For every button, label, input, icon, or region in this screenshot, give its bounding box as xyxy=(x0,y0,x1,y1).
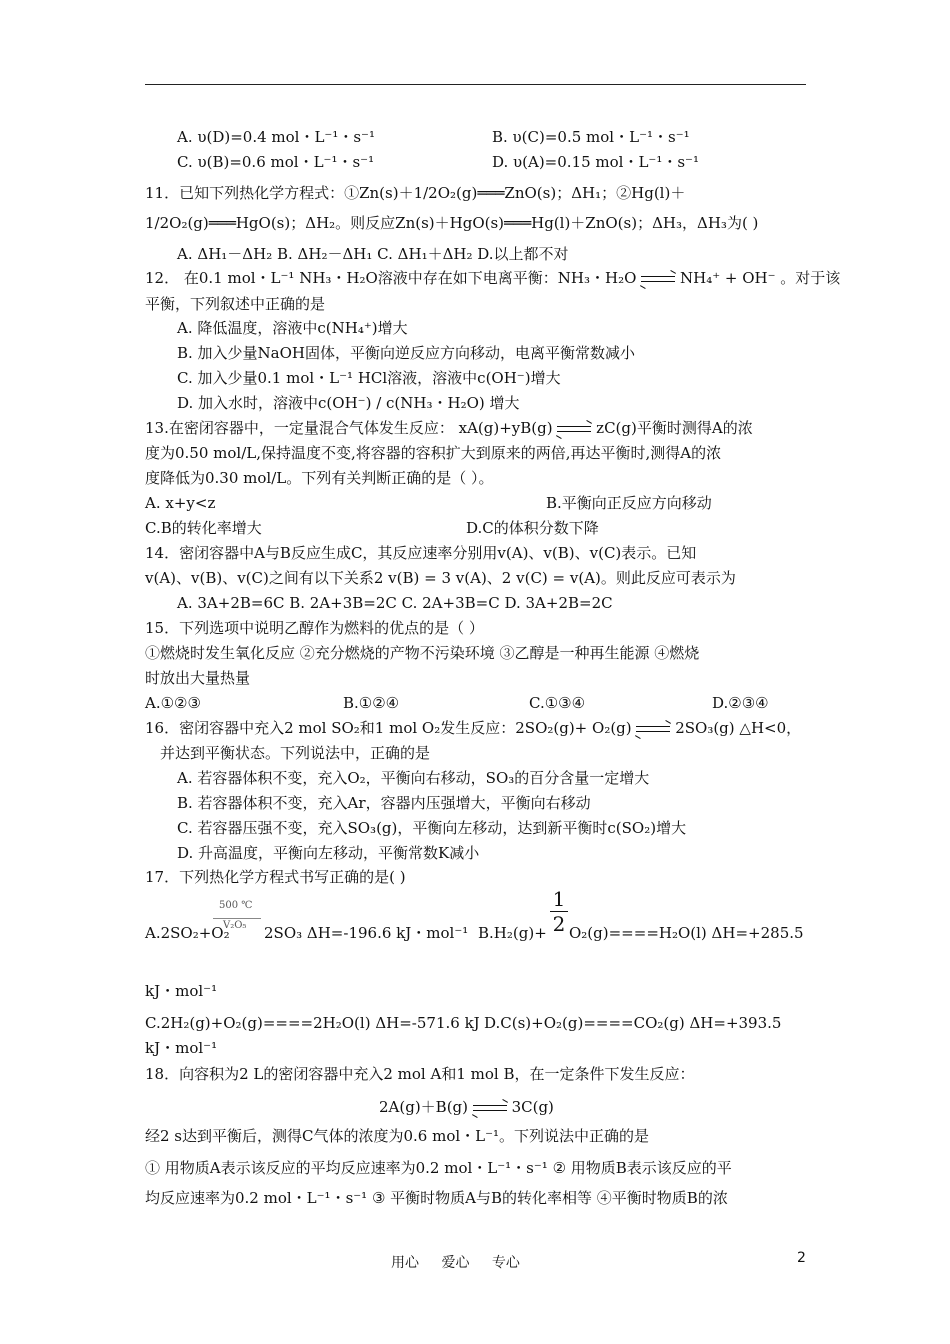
q10-option-b: B. υ(C)=0.5 mol・L⁻¹・s⁻¹ xyxy=(492,128,690,146)
q17-option-c: C.2H₂(g)+O₂(g)====2H₂O(l) ΔH=-571.6 kJ xyxy=(145,1014,480,1032)
q16-line1 xyxy=(145,718,801,738)
q12-line1 xyxy=(145,268,840,288)
q11-line1: 11．已知下列热化学方程式：①Zn(s)＋1/2O₂(g)═══ZnO(s)；ΔH₁；②Hg(l)＋ xyxy=(145,184,686,202)
q13-line3: 度降低为0.30 mol/L。下列有关判断正确的是（ ）。 xyxy=(145,469,494,487)
fraction-denominator: 2 xyxy=(552,912,566,936)
q18-equation-left: 2A(g)＋B(g) xyxy=(379,1098,469,1116)
q12-line1-left: 12． 在0.1 mol・L⁻¹ NH₃・H₂O溶液中存在如下电离平衡：NH₃・H₂O xyxy=(145,269,637,287)
q12-option-d: D. 加入水时，溶液中c(OH⁻) / c(NH₃・H₂O) 增大 xyxy=(177,394,520,412)
equilibrium-arrow-icon xyxy=(636,723,670,735)
q12-line1-right: NH₄⁺ + OH⁻ 。对于该 xyxy=(679,269,841,287)
q18-line1: 18．向容积为2 L的密闭容器中充入2 mol A和1 mol B，在一定条件下发生反应： xyxy=(145,1065,695,1083)
q13-line2: 度为0.50 mol/L,保持温度不变,将容器的容积扩大到原来的两倍,再达平衡时,测得A的浓 xyxy=(145,444,722,462)
q14-options: A. 3A+2B=6C B. 2A+3B=2C C. 2A+3B=C D. 3A+2B=2C xyxy=(177,594,613,612)
q15-line2: ①燃烧时发生氧化反应 ②充分燃烧的产物不污染环境 ③乙醇是一种再生能源 ④燃烧 xyxy=(145,644,700,662)
q12-option-a: A. 降低温度，溶液中c(NH₄⁺)增大 xyxy=(177,319,408,337)
fraction-one-half xyxy=(550,888,568,935)
fraction-numerator: 1 xyxy=(552,887,566,911)
q14-line1: 14．密闭容器中A与B反应生成C，其反应速率分别用v(A)、v(B)、v(C)表示。已知 xyxy=(145,544,697,562)
q13-option-d: D.C的体积分数下降 xyxy=(466,519,599,537)
q16-line1-left: 16．密闭容器中充入2 mol SO₂和1 mol O₂发生反应：2SO₂(g)+ O₂(g) xyxy=(145,719,632,737)
equilibrium-arrow-icon xyxy=(641,273,675,285)
q12-option-b: B. 加入少量NaOH固体，平衡向逆反应方向移动，电离平衡常数减小 xyxy=(177,344,636,362)
q10-option-a: A. υ(D)=0.4 mol・L⁻¹・s⁻¹ xyxy=(177,128,375,146)
q15-option-a: A.①②③ xyxy=(145,694,201,712)
condition-catalyst: V₂O₅ xyxy=(223,920,247,931)
q17-option-d-unit: kJ・mol⁻¹ xyxy=(145,1039,218,1057)
reaction-arrow xyxy=(213,918,261,919)
equilibrium-arrow-icon xyxy=(473,1102,507,1114)
q16-line1-right: 2SO₃(g) △H<0， xyxy=(675,719,802,737)
q17-option-a-right: 2SO₃ ΔH=-196.6 kJ・mol⁻¹ xyxy=(264,924,469,942)
q15-option-d: D.②③④ xyxy=(712,694,769,712)
q18-line4: ① 用物质A表示该反应的平均反应速率为0.2 mol・L⁻¹・s⁻¹ ② 用物质B表示该反应的平 xyxy=(145,1159,732,1177)
q16-option-a: A. 若容器体积不变，充入O₂，平衡向右移动，SO₃的百分含量一定增大 xyxy=(177,769,650,787)
q13-option-b: B.平衡向正反应方向移动 xyxy=(546,494,712,512)
q11-line2: 1/2O₂(g)═══HgO(s)；ΔH₂。则反应Zn(s)＋HgO(s)═══Hg(l)＋ZnO(s)；ΔH₃，ΔH₃为( ) xyxy=(145,214,759,232)
footer-motto: 用心 爱心 专心 xyxy=(391,1255,520,1271)
q15-option-b: B.①②④ xyxy=(343,694,400,712)
q17-option-b-unit: kJ・mol⁻¹ xyxy=(145,982,218,1000)
q17-stem: 17．下列热化学方程式书写正确的是( ) xyxy=(145,868,406,886)
q17-option-b-left: B.H₂(g)+ xyxy=(478,924,547,942)
q17-option-b-right: O₂(g)====H₂O(l) ΔH=+285.5 xyxy=(569,924,804,942)
q15-line3: 时放出大量热量 xyxy=(145,669,251,687)
q13-option-a: A. x+y<z xyxy=(145,494,216,512)
q18-line3: 经2 s达到平衡后，测得C气体的浓度为0.6 mol・L⁻¹。下列说法中正确的是 xyxy=(145,1127,650,1145)
q12-line2: 平衡，下列叙述中正确的是 xyxy=(145,295,326,313)
q13-line1 xyxy=(145,418,753,438)
header-rule xyxy=(145,84,806,85)
q15-stem: 15．下列选项中说明乙醇作为燃料的优点的是（ ） xyxy=(145,619,484,637)
q16-option-b: B. 若容器体积不变，充入Ar，容器内压强增大，平衡向右移动 xyxy=(177,794,591,812)
q18-equation-right: 3C(g) xyxy=(511,1098,554,1116)
q18-line5: 均反应速率为0.2 mol・L⁻¹・s⁻¹ ③ 平衡时物质A与B的转化率相等 ④平衡时物质B的浓 xyxy=(145,1189,728,1207)
q13-line1-left: 13.在密闭容器中，一定量混合气体发生反应： xA(g)+yB(g) xyxy=(145,419,553,437)
q15-option-c: C.①③④ xyxy=(529,694,586,712)
q16-option-c: C. 若容器压强不变，充入SO₃(g)，平衡向左移动，达到新平衡时c(SO₂)增大 xyxy=(177,819,687,837)
q14-line2: v(A)、v(B)、v(C)之间有以下关系2 v(B) = 3 v(A)、2 v(C) = v(A)。则此反应可表示为 xyxy=(145,569,736,587)
condition-temperature: 500 ℃ xyxy=(219,900,253,911)
q13-line1-right: zC(g)平衡时测得A的浓 xyxy=(596,419,753,437)
page-number: 2 xyxy=(797,1250,806,1266)
q10-option-d: D. υ(A)=0.15 mol・L⁻¹・s⁻¹ xyxy=(492,153,699,171)
q17-option-a-left: A.2SO₂+O₂ xyxy=(145,924,230,942)
q11-options: A. ΔH₁－ΔH₂ B. ΔH₂－ΔH₁ C. ΔH₁＋ΔH₂ D.以上都不对 xyxy=(177,245,569,263)
q18-equation xyxy=(379,1097,554,1117)
q16-line2: 并达到平衡状态。下列说法中，正确的是 xyxy=(160,744,431,762)
q10-option-c: C. υ(B)=0.6 mol・L⁻¹・s⁻¹ xyxy=(177,153,375,171)
q17-option-d: D.C(s)+O₂(g)====CO₂(g) ΔH=+393.5 xyxy=(484,1014,782,1032)
q13-option-c: C.B的转化率增大 xyxy=(145,519,262,537)
q16-option-d: D. 升高温度，平衡向左移动，平衡常数K减小 xyxy=(177,844,480,862)
equilibrium-arrow-icon xyxy=(557,423,591,435)
q12-option-c: C. 加入少量0.1 mol・L⁻¹ HCl溶液，溶液中c(OH⁻)增大 xyxy=(177,369,561,387)
